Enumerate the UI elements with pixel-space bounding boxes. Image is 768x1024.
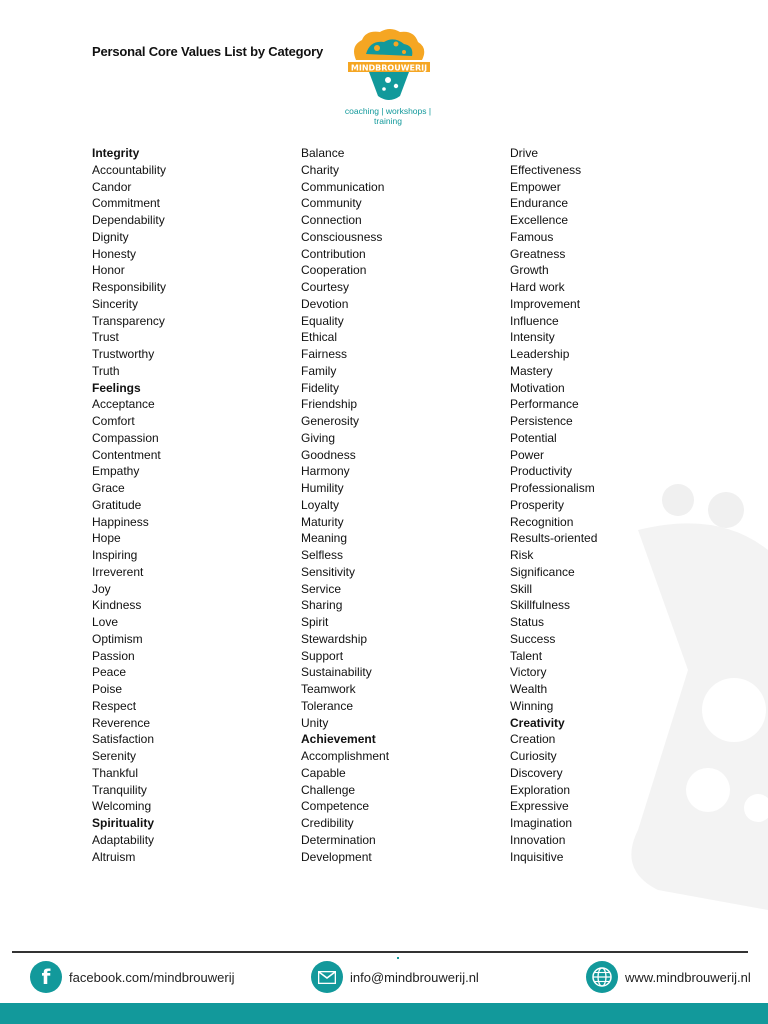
value-item: Grace xyxy=(92,481,125,495)
value-item: Satisfaction xyxy=(92,732,155,747)
value-item: Status xyxy=(510,615,545,629)
value-item: Intensity xyxy=(510,330,555,345)
value-item: Trust xyxy=(92,330,119,345)
value-item: Creation xyxy=(510,732,556,747)
footer-website[interactable] xyxy=(586,960,751,994)
value-item: Growth xyxy=(510,263,549,278)
value-item: Family xyxy=(301,363,337,378)
value-item: Commitment xyxy=(92,196,161,211)
value-item: Success xyxy=(510,631,556,646)
value-item: Inspiring xyxy=(92,548,138,562)
footer-dot xyxy=(397,957,399,959)
value-item: Fidelity xyxy=(301,380,340,395)
value-item: Victory xyxy=(510,665,547,680)
value-item: Challenge xyxy=(301,782,356,797)
value-item: Dependability xyxy=(92,213,165,227)
value-item: Generosity xyxy=(301,414,360,428)
value-item: Greatness xyxy=(510,246,566,261)
value-item: Goodness xyxy=(301,447,356,462)
value-item: Sharing xyxy=(301,598,343,613)
value-item: Power xyxy=(510,447,545,462)
value-item: Charity xyxy=(301,162,340,177)
facebook-link[interactable]: facebook.com/mindbrouwerij xyxy=(69,969,235,985)
value-item: Development xyxy=(301,849,372,864)
category-heading: Creativity xyxy=(510,715,565,730)
value-item: Prosperity xyxy=(510,497,565,512)
value-item: Curiosity xyxy=(510,749,557,763)
brand-tagline: coaching | workshops | training xyxy=(344,106,432,126)
value-item: Communication xyxy=(301,179,385,194)
value-item: Inquisitive xyxy=(510,849,564,864)
value-item: Serenity xyxy=(92,749,137,763)
value-item: Optimism xyxy=(92,631,143,646)
value-item: Influence xyxy=(510,313,559,328)
value-item: Drive xyxy=(510,146,539,160)
value-item: Transparency xyxy=(92,313,165,328)
value-item: Dignity xyxy=(92,229,129,244)
value-item: Giving xyxy=(301,430,336,445)
value-item: Famous xyxy=(510,229,554,244)
value-item: Comfort xyxy=(92,414,135,428)
facebook-icon: f xyxy=(30,961,62,993)
value-item: Joy xyxy=(92,581,111,596)
value-item: Hope xyxy=(92,531,121,546)
value-item: Love xyxy=(92,615,119,629)
value-item: Unity xyxy=(301,715,329,730)
value-item: Harmony xyxy=(301,464,350,479)
value-item: Responsibility xyxy=(92,280,167,294)
email-link[interactable]: info@mindbrouwerij.nl xyxy=(350,969,479,985)
value-item: Skillfulness xyxy=(510,598,571,613)
value-item: Devotion xyxy=(301,296,349,311)
value-item: Performance xyxy=(510,397,579,412)
value-item: Sustainability xyxy=(301,665,372,680)
value-item: Effectiveness xyxy=(510,162,582,177)
footer-divider xyxy=(12,951,748,953)
category-heading: Spirituality xyxy=(92,816,155,830)
value-item: Passion xyxy=(92,648,135,663)
value-item: Improvement xyxy=(510,296,581,311)
values-column-1 xyxy=(92,145,272,865)
value-item: Sensitivity xyxy=(301,564,356,579)
value-item: Expressive xyxy=(510,799,569,814)
website-link[interactable]: www.mindbrouwerij.nl xyxy=(625,969,751,985)
value-item: Empower xyxy=(510,179,561,194)
page-title: Personal Core Values List by Category xyxy=(92,44,324,59)
value-item: Friendship xyxy=(301,397,358,412)
value-item: Capable xyxy=(301,765,346,780)
value-item: Mastery xyxy=(510,363,553,378)
brand-wordmark: MINDBROUWERIJ xyxy=(350,63,428,73)
value-item: Talent xyxy=(510,648,543,663)
value-item: Risk xyxy=(510,548,534,562)
value-item: Exploration xyxy=(510,782,571,797)
values-column-2 xyxy=(301,145,481,865)
value-item: Adaptability xyxy=(92,832,155,847)
value-item: Credibility xyxy=(301,816,354,830)
value-item: Skill xyxy=(510,581,533,596)
value-item: Compassion xyxy=(92,430,159,445)
value-item: Productivity xyxy=(510,464,573,479)
value-item: Respect xyxy=(92,698,137,713)
value-item: Community xyxy=(301,196,362,211)
value-item: Gratitude xyxy=(92,497,142,512)
value-item: Potential xyxy=(510,430,557,445)
value-item: Acceptance xyxy=(92,397,155,412)
value-item: Leadership xyxy=(510,347,570,361)
value-item: Cooperation xyxy=(301,263,367,278)
value-item: Trustworthy xyxy=(92,347,155,361)
value-item: Ethical xyxy=(301,330,338,345)
value-item: Excellence xyxy=(510,213,569,227)
value-item: Tolerance xyxy=(301,698,354,713)
value-item: Humility xyxy=(301,481,344,495)
value-item: Thankful xyxy=(92,765,139,780)
value-item: Truth xyxy=(92,363,120,378)
value-item: Empathy xyxy=(92,464,140,479)
value-item: Recognition xyxy=(510,514,574,529)
footer-email[interactable] xyxy=(311,960,479,994)
value-item: Hard work xyxy=(510,280,565,294)
value-item: Accomplishment xyxy=(301,749,390,763)
value-item: Balance xyxy=(301,146,345,160)
value-item: Determination xyxy=(301,832,376,847)
value-item: Service xyxy=(301,581,342,596)
value-item: Fairness xyxy=(301,347,348,361)
value-item: Motivation xyxy=(510,380,565,395)
footer-facebook[interactable] xyxy=(30,960,234,994)
value-item: Spirit xyxy=(301,615,329,629)
value-item: Results-oriented xyxy=(510,531,598,546)
value-item: Persistence xyxy=(510,414,573,428)
value-item: Teamwork xyxy=(301,682,356,696)
value-item: Happiness xyxy=(92,514,149,529)
value-item: Imagination xyxy=(510,816,573,830)
value-item: Poise xyxy=(92,682,123,696)
value-item: Significance xyxy=(510,564,575,579)
footer-bar xyxy=(0,1003,768,1024)
value-item: Loyalty xyxy=(301,497,340,512)
value-item: Consciousness xyxy=(301,229,383,244)
value-item: Sincerity xyxy=(92,296,139,311)
globe-icon xyxy=(586,961,618,993)
value-item: Connection xyxy=(301,213,362,227)
value-item: Maturity xyxy=(301,514,344,529)
value-item: Discovery xyxy=(510,765,563,780)
value-item: Honor xyxy=(92,263,125,278)
value-item: Competence xyxy=(301,799,370,814)
value-item: Welcoming xyxy=(92,799,152,814)
envelope-icon xyxy=(311,961,343,993)
mindbrouwerij-logo xyxy=(344,26,434,116)
value-item: Innovation xyxy=(510,832,566,847)
value-item: Endurance xyxy=(510,196,569,211)
value-item: Courtesy xyxy=(301,280,350,294)
value-item: Irreverent xyxy=(92,564,144,579)
value-item: Selfless xyxy=(301,548,344,562)
value-item: Winning xyxy=(510,698,554,713)
value-item: Support xyxy=(301,648,344,663)
value-item: Honesty xyxy=(92,246,137,261)
value-item: Accountability xyxy=(92,162,167,177)
value-item: Altruism xyxy=(92,849,136,864)
category-heading: Achievement xyxy=(301,732,376,747)
values-column-3 xyxy=(510,145,690,865)
value-item: Professionalism xyxy=(510,481,595,495)
value-item: Kindness xyxy=(92,598,142,613)
value-item: Meaning xyxy=(301,531,348,546)
value-item: Contribution xyxy=(301,246,366,261)
value-item: Tranquility xyxy=(92,782,147,797)
value-item: Stewardship xyxy=(301,631,368,646)
value-item: Contentment xyxy=(92,447,161,462)
value-item: Peace xyxy=(92,665,127,680)
value-item: Reverence xyxy=(92,715,151,730)
category-heading: Integrity xyxy=(92,146,140,160)
value-item: Wealth xyxy=(510,682,548,696)
value-item: Candor xyxy=(92,179,132,194)
value-item: Equality xyxy=(301,313,344,328)
category-heading: Feelings xyxy=(92,380,141,395)
